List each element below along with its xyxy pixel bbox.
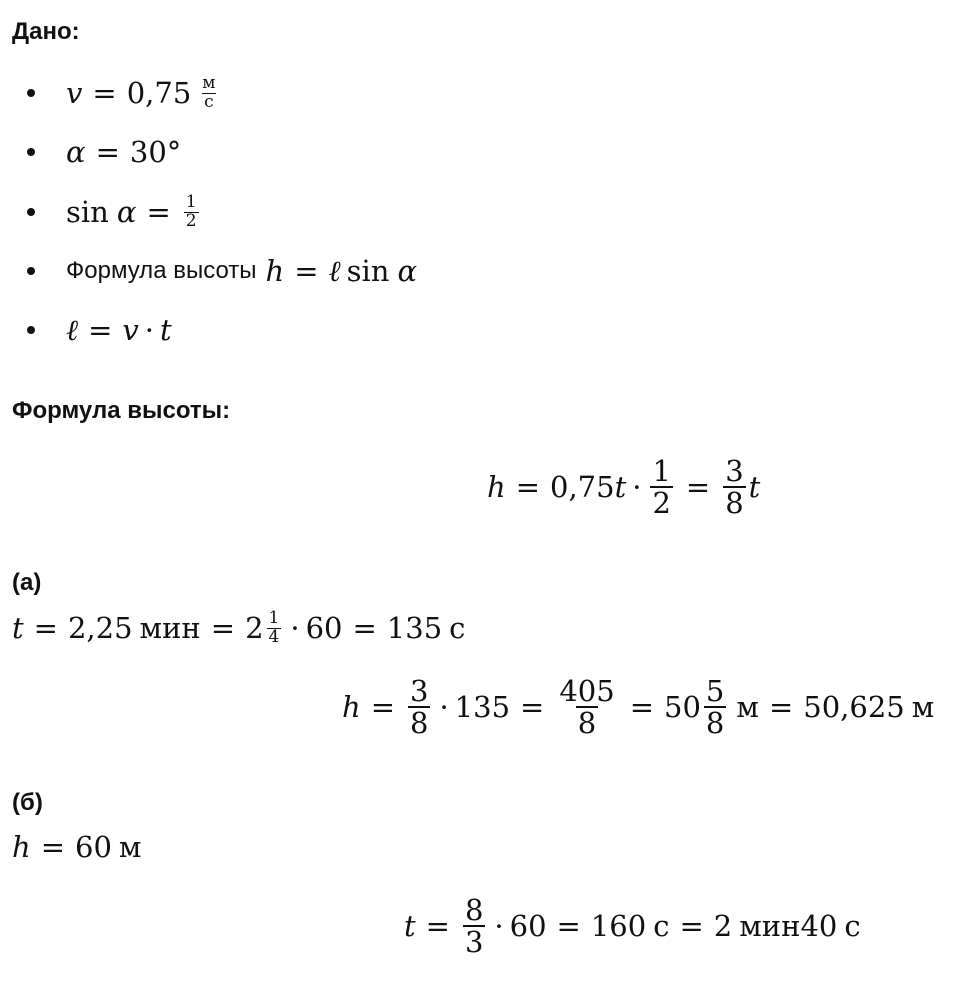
unit-seconds: с [449, 611, 466, 646]
unit-minutes: мин [139, 611, 201, 646]
product-fraction [557, 676, 616, 739]
height-result: 50,625 [803, 690, 905, 725]
half-fraction [650, 456, 672, 519]
quarter-fraction [267, 610, 282, 647]
fraction-numerator: 3 [725, 454, 744, 488]
fraction-denominator: 3 [464, 925, 484, 960]
fraction-numerator: 3 [410, 674, 429, 708]
mixed-whole: 50 [664, 690, 701, 725]
equals-sign: = [520, 690, 545, 725]
fn-sin: sin [66, 195, 109, 230]
var-alpha: α [66, 135, 86, 169]
speed-value: 0,75 [126, 76, 192, 111]
equals-sign: = [556, 909, 581, 944]
height-value: 60 [75, 830, 112, 864]
given-item-angle [66, 134, 181, 170]
var-l: ℓ [328, 254, 341, 288]
dot-operator: · [144, 313, 155, 347]
given-heading: Дано: [12, 18, 80, 45]
equals-sign: = [210, 611, 236, 646]
fraction-denominator: 8 [725, 486, 744, 521]
equals-sign: = [40, 830, 65, 864]
list-bullet [27, 89, 35, 97]
var-h: h [342, 690, 361, 725]
angle-value: 30° [129, 135, 182, 169]
unit-meters: м [118, 830, 142, 864]
fraction-numerator: 1 [652, 454, 671, 488]
equals-sign: = [33, 611, 58, 646]
five-eighths-fraction [704, 676, 726, 739]
part-b-time-line [404, 895, 861, 958]
var-t: t [404, 909, 416, 944]
equals-sign: = [294, 254, 319, 288]
unit-denominator: с [204, 91, 214, 112]
equals-sign: = [370, 690, 395, 725]
list-bullet [27, 208, 35, 216]
equals-sign: = [679, 909, 704, 944]
dot-operator: · [494, 909, 504, 944]
speed-unit-fraction [200, 75, 217, 112]
time-result: 160 [590, 909, 647, 944]
equals-sign: = [88, 313, 113, 347]
fn-sin: sin [346, 254, 390, 288]
var-v: v [66, 76, 83, 111]
seconds-value: 40 [800, 909, 838, 944]
height-formula-heading: Формула высоты: [12, 397, 231, 424]
three-eighths-fraction [723, 456, 745, 519]
equals-sign: = [768, 690, 794, 725]
var-t: t [12, 611, 24, 646]
part-a-time-line [12, 610, 465, 647]
equals-sign: = [629, 690, 655, 725]
var-t: t [748, 470, 761, 505]
var-l: ℓ [66, 313, 79, 347]
dot-operator: · [290, 611, 300, 646]
sine-fraction [184, 194, 199, 231]
coefficient: 0,75 [550, 470, 615, 505]
fraction-numerator: 1 [268, 608, 280, 628]
factor: 135 [454, 690, 511, 725]
fraction-denominator: 2 [652, 486, 671, 521]
var-h: h [265, 254, 285, 288]
var-alpha: α [397, 254, 418, 288]
equals-sign: = [352, 611, 377, 646]
given-item-height-formula [66, 253, 417, 289]
unit-meters: м [911, 690, 935, 725]
list-bullet [27, 326, 35, 334]
var-alpha: α [116, 195, 137, 230]
unit-minutes: мин [739, 909, 801, 944]
mixed-whole: 2 [245, 611, 264, 646]
height-formula-display [487, 456, 760, 519]
equals-sign: = [146, 195, 171, 230]
height-formula-text: Формула высоты [66, 257, 257, 284]
var-h: h [12, 830, 31, 864]
unit-seconds: с [844, 909, 861, 944]
equals-sign: = [92, 76, 117, 111]
time-result: 135 [386, 611, 443, 646]
factor: 60 [509, 909, 547, 944]
equals-sign: = [685, 470, 711, 505]
fraction-denominator: 8 [577, 706, 597, 741]
fraction-numerator: 405 [559, 674, 615, 708]
var-v: v [122, 313, 139, 347]
fraction-numerator: 8 [464, 893, 484, 927]
fraction-numerator: 1 [185, 192, 197, 212]
fraction-denominator: 8 [410, 706, 429, 741]
factor: 60 [305, 611, 343, 646]
fraction-denominator: 8 [705, 706, 725, 741]
minutes-value: 2 [713, 909, 733, 944]
part-b-height-line [12, 829, 141, 865]
time-value: 2,25 [67, 611, 133, 646]
dot-operator: · [632, 470, 642, 505]
list-bullet [27, 148, 35, 156]
dot-operator: · [439, 690, 449, 725]
part-a-height-line [342, 676, 934, 739]
list-bullet [27, 267, 35, 275]
var-h: h [487, 470, 506, 505]
given-item-sine [66, 194, 202, 231]
given-item-speed [66, 75, 221, 112]
fraction-denominator: 4 [268, 626, 280, 647]
part-a-label: (а) [12, 569, 42, 596]
eight-thirds-fraction [463, 895, 485, 958]
equals-sign: = [95, 135, 120, 169]
given-item-length [66, 312, 172, 348]
unit-meters: м [736, 690, 759, 725]
three-eighths-fraction [408, 676, 430, 739]
unit-seconds: с [653, 909, 670, 944]
part-b-label: (б) [12, 789, 43, 816]
fraction-denominator: 2 [185, 210, 197, 231]
equals-sign: = [425, 909, 450, 944]
var-t: t [614, 470, 627, 505]
equals-sign: = [515, 470, 540, 505]
var-t: t [160, 313, 172, 347]
fraction-numerator: 5 [705, 674, 725, 708]
unit-numerator: м [202, 73, 216, 93]
